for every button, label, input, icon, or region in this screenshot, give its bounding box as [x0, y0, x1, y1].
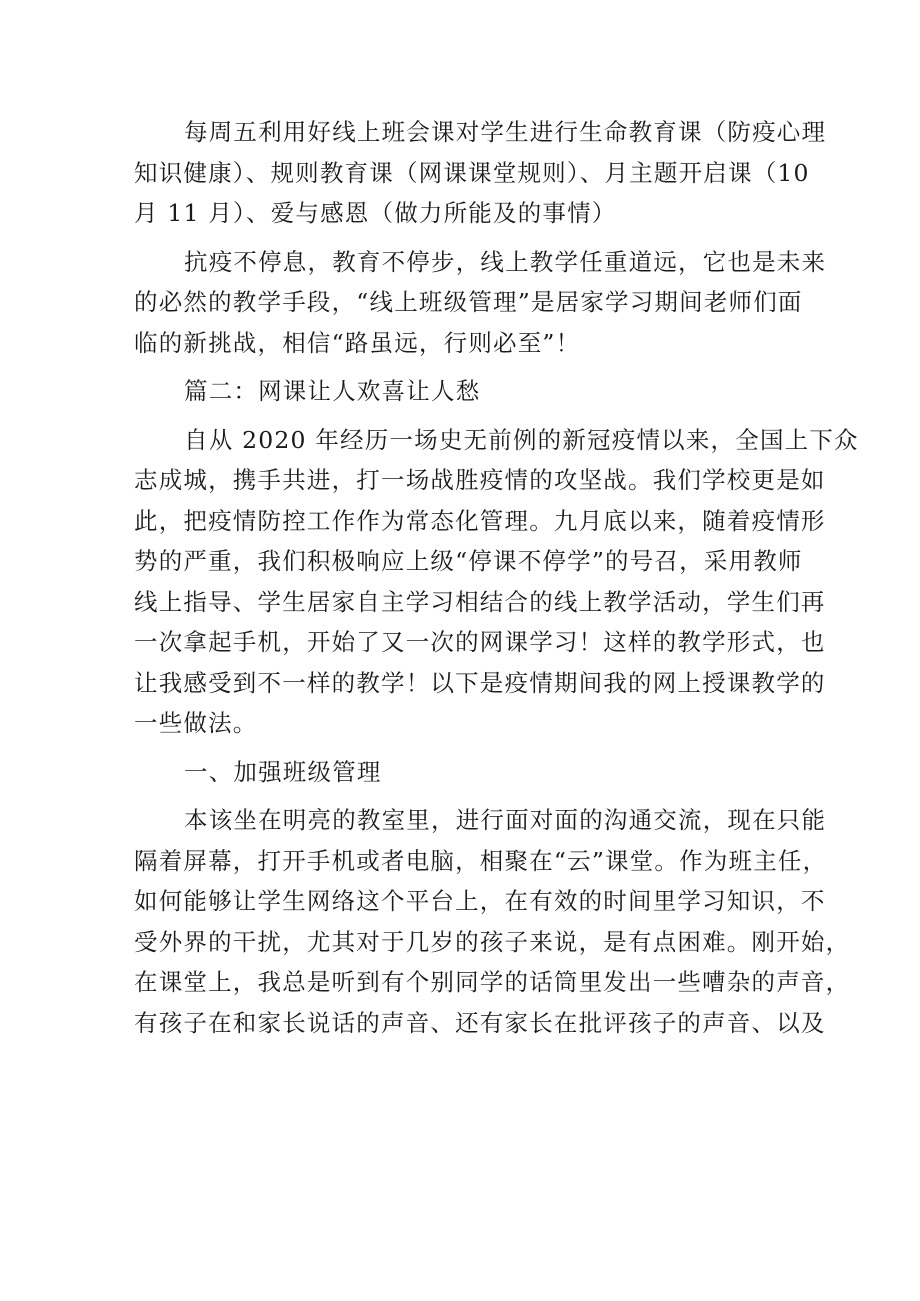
text-line: 临的新挑战，相信“路虽远，行则必至”！ [134, 328, 581, 357]
text-line: 线上指导、学生居家自主学习相结合的线上教学活动，学生们再 [134, 587, 826, 616]
text-line: 志成城，携手共进，打一场战胜疫情的攻坚战。我们学校更是如 [134, 466, 826, 494]
text-line: 受外界的干扰，尤其对于几岁的孩子来说，是有点困难。刚开始， [134, 927, 851, 956]
text-line: 月 11 月）、爱与感恩（做力所能及的事情） [134, 199, 617, 227]
section-heading-part-two [134, 371, 794, 412]
text-line: 如何能够让学生网络这个平台上，在有效的时间里学习知识，不 [134, 887, 826, 915]
text-line: 势的严重，我们积极响应上级“停课不停学”的号召，采用教师 [134, 547, 803, 575]
text-line: 一些做法。 [134, 709, 258, 737]
text-line: 的必然的教学手段，“线上班级管理”是居家学习期间老师们面 [134, 288, 803, 316]
text-line: 有孩子在和家长说话的声音、还有家长在批评孩子的声音、以及 [134, 1008, 826, 1037]
text-line: 知识健康）、规则教育课（网课课堂规则）、月主题开启课（10 [134, 158, 810, 187]
text-line: 隔着屏幕，打开手机或者电脑，相聚在“云”课堂。作为班主任， [134, 846, 828, 875]
paragraph-anti-epidemic [134, 242, 827, 364]
text-line: 本该坐在明亮的教室里，进行面对面的沟通交流，现在只能 [184, 806, 827, 834]
text-line: 抗疫不停息，教育不停步，线上教学任重道远，它也是未来 [184, 247, 827, 276]
text-line: 此，把疫情防控工作作为常态化管理。九月底以来，随着疫情形 [134, 506, 826, 535]
text-line: 一次拿起手机，开始了又一次的网课学习！这样的教学形式，也 [134, 628, 826, 656]
paragraph-class-management [134, 800, 851, 1043]
section-heading-class-management [134, 752, 794, 793]
text-line: 在课堂上，我总是听到有个别同学的话筒里发出一些嘈杂的声音， [134, 968, 851, 996]
text-line: 每周五利用好线上班会课对学生进行生命教育课（防疫心理 [184, 118, 827, 146]
text-line: 一、加强班级管理 [184, 757, 382, 786]
paragraph-class-meeting [134, 112, 827, 234]
text-line: 自从 2020 年经历一场史无前例的新冠疫情以来，全国上下众 [184, 425, 859, 454]
paragraph-introduction [134, 420, 859, 744]
document-body [134, 112, 859, 1051]
text-line: 让我感受到不一样的教学！以下是疫情期间我的网上授课教学的 [134, 668, 826, 697]
text-line: 篇二：网课让人欢喜让人愁 [184, 377, 481, 405]
